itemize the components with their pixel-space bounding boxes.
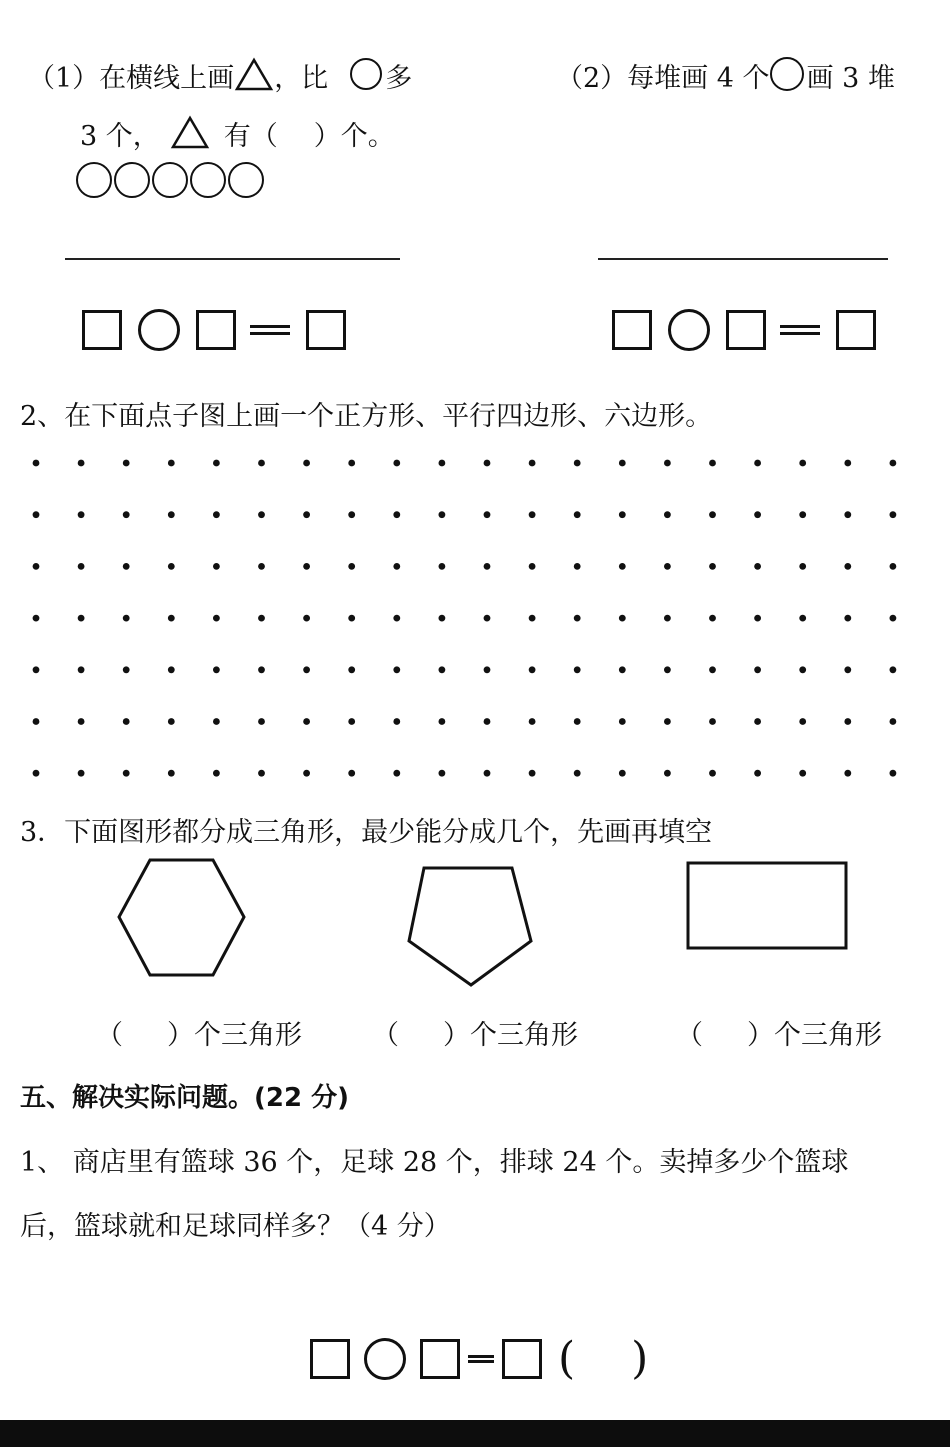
operator-circle[interactable] (364, 1338, 406, 1380)
grid-dot[interactable] (890, 770, 897, 777)
grid-dot[interactable] (664, 511, 671, 518)
grid-dot[interactable] (258, 563, 265, 570)
grid-dot[interactable] (484, 718, 491, 725)
unit-close-paren: ) (631, 1333, 649, 1384)
grid-dot[interactable] (123, 770, 130, 777)
equals-sign (468, 1348, 494, 1370)
grid-dot[interactable] (393, 770, 400, 777)
grid-dot[interactable] (168, 460, 175, 467)
grid-dot[interactable] (484, 666, 491, 673)
grid-dot[interactable] (33, 770, 40, 777)
grid-dot[interactable] (799, 615, 806, 622)
grid-dot[interactable] (799, 460, 806, 467)
grid-dot[interactable] (574, 460, 581, 467)
grid-dot[interactable] (168, 770, 175, 777)
grid-dot[interactable] (393, 615, 400, 622)
grid-dot[interactable] (844, 511, 851, 518)
grid-dot[interactable] (754, 718, 761, 725)
grid-dot[interactable] (303, 718, 310, 725)
grid-dot[interactable] (664, 563, 671, 570)
q1-part2-text-b: 画 3 堆 (806, 63, 895, 94)
grid-dot[interactable] (78, 770, 85, 777)
grid-dot[interactable] (799, 718, 806, 725)
circle-icon (114, 162, 150, 198)
blank-box[interactable] (310, 1339, 350, 1379)
answer-label: ）个三角形 (167, 1020, 302, 1051)
grid-dot[interactable] (168, 718, 175, 725)
q1-part1-text-d: 3 个， (80, 121, 160, 152)
grid-dot[interactable] (439, 718, 446, 725)
blank-box[interactable] (420, 1339, 460, 1379)
grid-dot[interactable] (439, 460, 446, 467)
grid-dot[interactable] (574, 511, 581, 518)
q1-part1-line1 (28, 56, 412, 95)
grid-dot[interactable] (348, 718, 355, 725)
grid-dot[interactable] (709, 563, 716, 570)
grid-dot[interactable] (574, 666, 581, 673)
q1-part1-text-a: （1）在横线上画 (28, 63, 235, 94)
grid-dot[interactable] (303, 511, 310, 518)
answer-open-paren: （ (372, 1020, 399, 1051)
answer-label: ）个三角形 (443, 1020, 578, 1051)
grid-dot[interactable] (303, 666, 310, 673)
grid-dot[interactable] (168, 563, 175, 570)
circle-icon (190, 162, 226, 198)
operator-circle[interactable] (668, 309, 710, 351)
grid-dot[interactable] (709, 615, 716, 622)
hexagon-shape (119, 860, 244, 975)
grid-dot[interactable] (303, 770, 310, 777)
grid-dot[interactable] (78, 666, 85, 673)
grid-dot[interactable] (213, 666, 220, 673)
q1-part2-text-a: （2）每堆画 4 个 (556, 63, 770, 94)
grid-dot[interactable] (393, 563, 400, 570)
grid-dot[interactable] (799, 666, 806, 673)
grid-dot[interactable] (213, 770, 220, 777)
grid-dot[interactable] (258, 666, 265, 673)
grid-dot[interactable] (799, 511, 806, 518)
q1-part2-answer-line (598, 258, 888, 260)
grid-dot[interactable] (619, 615, 626, 622)
blank-box[interactable] (836, 310, 876, 350)
grid-dot[interactable] (844, 563, 851, 570)
pentagon-shape (409, 868, 531, 985)
grid-dot[interactable] (258, 770, 265, 777)
grid-dot[interactable] (439, 770, 446, 777)
grid-dot[interactable] (664, 666, 671, 673)
q1-part1-text-b: ，比 (274, 63, 329, 94)
grid-dot[interactable] (799, 770, 806, 777)
grid-dot[interactable] (348, 615, 355, 622)
circle-icon (152, 162, 188, 198)
grid-dot[interactable] (709, 718, 716, 725)
grid-dot[interactable] (799, 563, 806, 570)
grid-dot[interactable] (754, 563, 761, 570)
q3-prompt: 3．下面图形都分成三角形，最少能分成几个，先画再填空 (20, 817, 713, 848)
section5-heading: 五、解决实际问题。(22 分) (20, 1083, 349, 1113)
grid-dot[interactable] (709, 666, 716, 673)
grid-dot[interactable] (619, 770, 626, 777)
grid-dot[interactable] (529, 718, 536, 725)
q3-answer-3 (676, 1013, 882, 1052)
equals-sign (780, 318, 820, 342)
answer-label: ）个三角形 (747, 1020, 882, 1051)
q1-part1-text-e: 有（ (223, 121, 278, 152)
blank-box[interactable] (612, 310, 652, 350)
triangle-icon (170, 115, 210, 149)
grid-dot[interactable] (484, 460, 491, 467)
grid-dot[interactable] (754, 615, 761, 622)
grid-dot[interactable] (619, 563, 626, 570)
grid-dot[interactable] (78, 460, 85, 467)
grid-dot[interactable] (754, 460, 761, 467)
grid-dot[interactable] (754, 511, 761, 518)
grid-dot[interactable] (123, 511, 130, 518)
grid-dot[interactable] (709, 770, 716, 777)
grid-dot[interactable] (890, 666, 897, 673)
q1-part2-line1 (556, 56, 895, 95)
q1-part1-text-c: 多 (385, 63, 413, 94)
circle-icon (228, 162, 264, 198)
q3-shapes (0, 850, 950, 1000)
blank-box[interactable] (306, 310, 346, 350)
section5-problem1-line2: 后，篮球就和足球同样多？（4 分） (20, 1211, 451, 1242)
grid-dot[interactable] (393, 511, 400, 518)
dot-grid[interactable] (0, 440, 950, 790)
q1-part1-equation (82, 309, 346, 351)
grid-dot[interactable] (529, 563, 536, 570)
grid-dot[interactable] (844, 615, 851, 622)
grid-dot[interactable] (844, 718, 851, 725)
grid-dot[interactable] (168, 615, 175, 622)
blank-box[interactable] (502, 1339, 542, 1379)
grid-dot[interactable] (303, 563, 310, 570)
grid-dot[interactable] (890, 460, 897, 467)
q1-part1-circle-row (76, 162, 266, 202)
grid-dot[interactable] (890, 511, 897, 518)
grid-dot[interactable] (348, 511, 355, 518)
grid-dot[interactable] (33, 563, 40, 570)
grid-dot[interactable] (33, 511, 40, 518)
q1-part1-text-f: ）个。 (313, 121, 395, 152)
grid-dot[interactable] (33, 718, 40, 725)
grid-dot[interactable] (664, 615, 671, 622)
grid-dot[interactable] (213, 511, 220, 518)
grid-dot[interactable] (619, 460, 626, 467)
grid-dot[interactable] (348, 770, 355, 777)
grid-dot[interactable] (78, 563, 85, 570)
grid-dot[interactable] (33, 460, 40, 467)
circle-icon (770, 57, 804, 91)
q2-prompt: 2、在下面点子图上画一个正方形、平行四边形、六边形。 (20, 401, 713, 432)
grid-dot[interactable] (33, 666, 40, 673)
grid-dot[interactable] (123, 460, 130, 467)
grid-dot[interactable] (574, 770, 581, 777)
grid-dot[interactable] (529, 460, 536, 467)
grid-dot[interactable] (393, 460, 400, 467)
grid-dot[interactable] (529, 615, 536, 622)
grid-dot[interactable] (619, 511, 626, 518)
grid-dot[interactable] (123, 563, 130, 570)
grid-dot[interactable] (439, 563, 446, 570)
grid-dot[interactable] (574, 615, 581, 622)
grid-dot[interactable] (664, 770, 671, 777)
grid-dot[interactable] (78, 615, 85, 622)
grid-dot[interactable] (213, 718, 220, 725)
circle-icon (350, 58, 382, 90)
grid-dot[interactable] (529, 770, 536, 777)
grid-dot[interactable] (123, 718, 130, 725)
grid-dot[interactable] (844, 666, 851, 673)
grid-dot[interactable] (348, 666, 355, 673)
q1-part2-equation (612, 309, 876, 351)
blank-box[interactable] (726, 310, 766, 350)
grid-dot[interactable] (258, 511, 265, 518)
grid-dot[interactable] (123, 666, 130, 673)
grid-dot[interactable] (890, 615, 897, 622)
grid-dot[interactable] (303, 460, 310, 467)
grid-dot[interactable] (754, 666, 761, 673)
grid-dot[interactable] (484, 511, 491, 518)
grid-dot[interactable] (258, 615, 265, 622)
rectangle-shape (688, 863, 846, 948)
grid-dot[interactable] (393, 718, 400, 725)
unit-open-paren: ( (558, 1333, 576, 1384)
grid-dot[interactable] (484, 615, 491, 622)
triangle-icon (234, 57, 274, 91)
section5-problem1-line1: 1、 商店里有篮球 36 个，足球 28 个，排球 24 个。卖掉多少个篮球 (20, 1147, 849, 1178)
grid-dot[interactable] (709, 511, 716, 518)
grid-dot[interactable] (258, 718, 265, 725)
grid-dot[interactable] (664, 460, 671, 467)
q3-answer-1 (96, 1013, 302, 1052)
grid-dot[interactable] (213, 563, 220, 570)
grid-dot[interactable] (33, 615, 40, 622)
section5-equation (310, 1333, 649, 1384)
grid-dot[interactable] (619, 718, 626, 725)
grid-dot[interactable] (439, 511, 446, 518)
grid-dot[interactable] (78, 511, 85, 518)
grid-dot[interactable] (844, 460, 851, 467)
answer-open-paren: （ (676, 1020, 703, 1051)
grid-dot[interactable] (393, 666, 400, 673)
grid-dot[interactable] (890, 563, 897, 570)
grid-dot[interactable] (213, 615, 220, 622)
grid-dot[interactable] (664, 718, 671, 725)
q1-part1-line2 (80, 114, 395, 153)
grid-dot[interactable] (439, 666, 446, 673)
grid-dot[interactable] (619, 666, 626, 673)
operator-circle[interactable] (138, 309, 180, 351)
grid-dot[interactable] (484, 770, 491, 777)
grid-dot[interactable] (844, 770, 851, 777)
blank-box[interactable] (196, 310, 236, 350)
grid-dot[interactable] (484, 563, 491, 570)
grid-dot[interactable] (754, 770, 761, 777)
grid-dot[interactable] (439, 615, 446, 622)
grid-dot[interactable] (574, 563, 581, 570)
grid-dot[interactable] (258, 460, 265, 467)
grid-dot[interactable] (123, 615, 130, 622)
q3-answer-2 (372, 1013, 578, 1052)
grid-dot[interactable] (709, 460, 716, 467)
equals-sign (250, 318, 290, 342)
grid-dot[interactable] (890, 718, 897, 725)
blank-box[interactable] (82, 310, 122, 350)
circle-icon (76, 162, 112, 198)
grid-dot[interactable] (168, 511, 175, 518)
grid-dot[interactable] (348, 460, 355, 467)
grid-dot[interactable] (78, 718, 85, 725)
grid-dot[interactable] (303, 615, 310, 622)
bottom-edge-band (0, 1420, 950, 1447)
grid-dot[interactable] (529, 511, 536, 518)
grid-dot[interactable] (574, 718, 581, 725)
grid-dot[interactable] (348, 563, 355, 570)
answer-open-paren: （ (96, 1020, 123, 1051)
grid-dot[interactable] (213, 460, 220, 467)
q1-part1-answer-line (65, 258, 400, 260)
grid-dot[interactable] (168, 666, 175, 673)
grid-dot[interactable] (529, 666, 536, 673)
